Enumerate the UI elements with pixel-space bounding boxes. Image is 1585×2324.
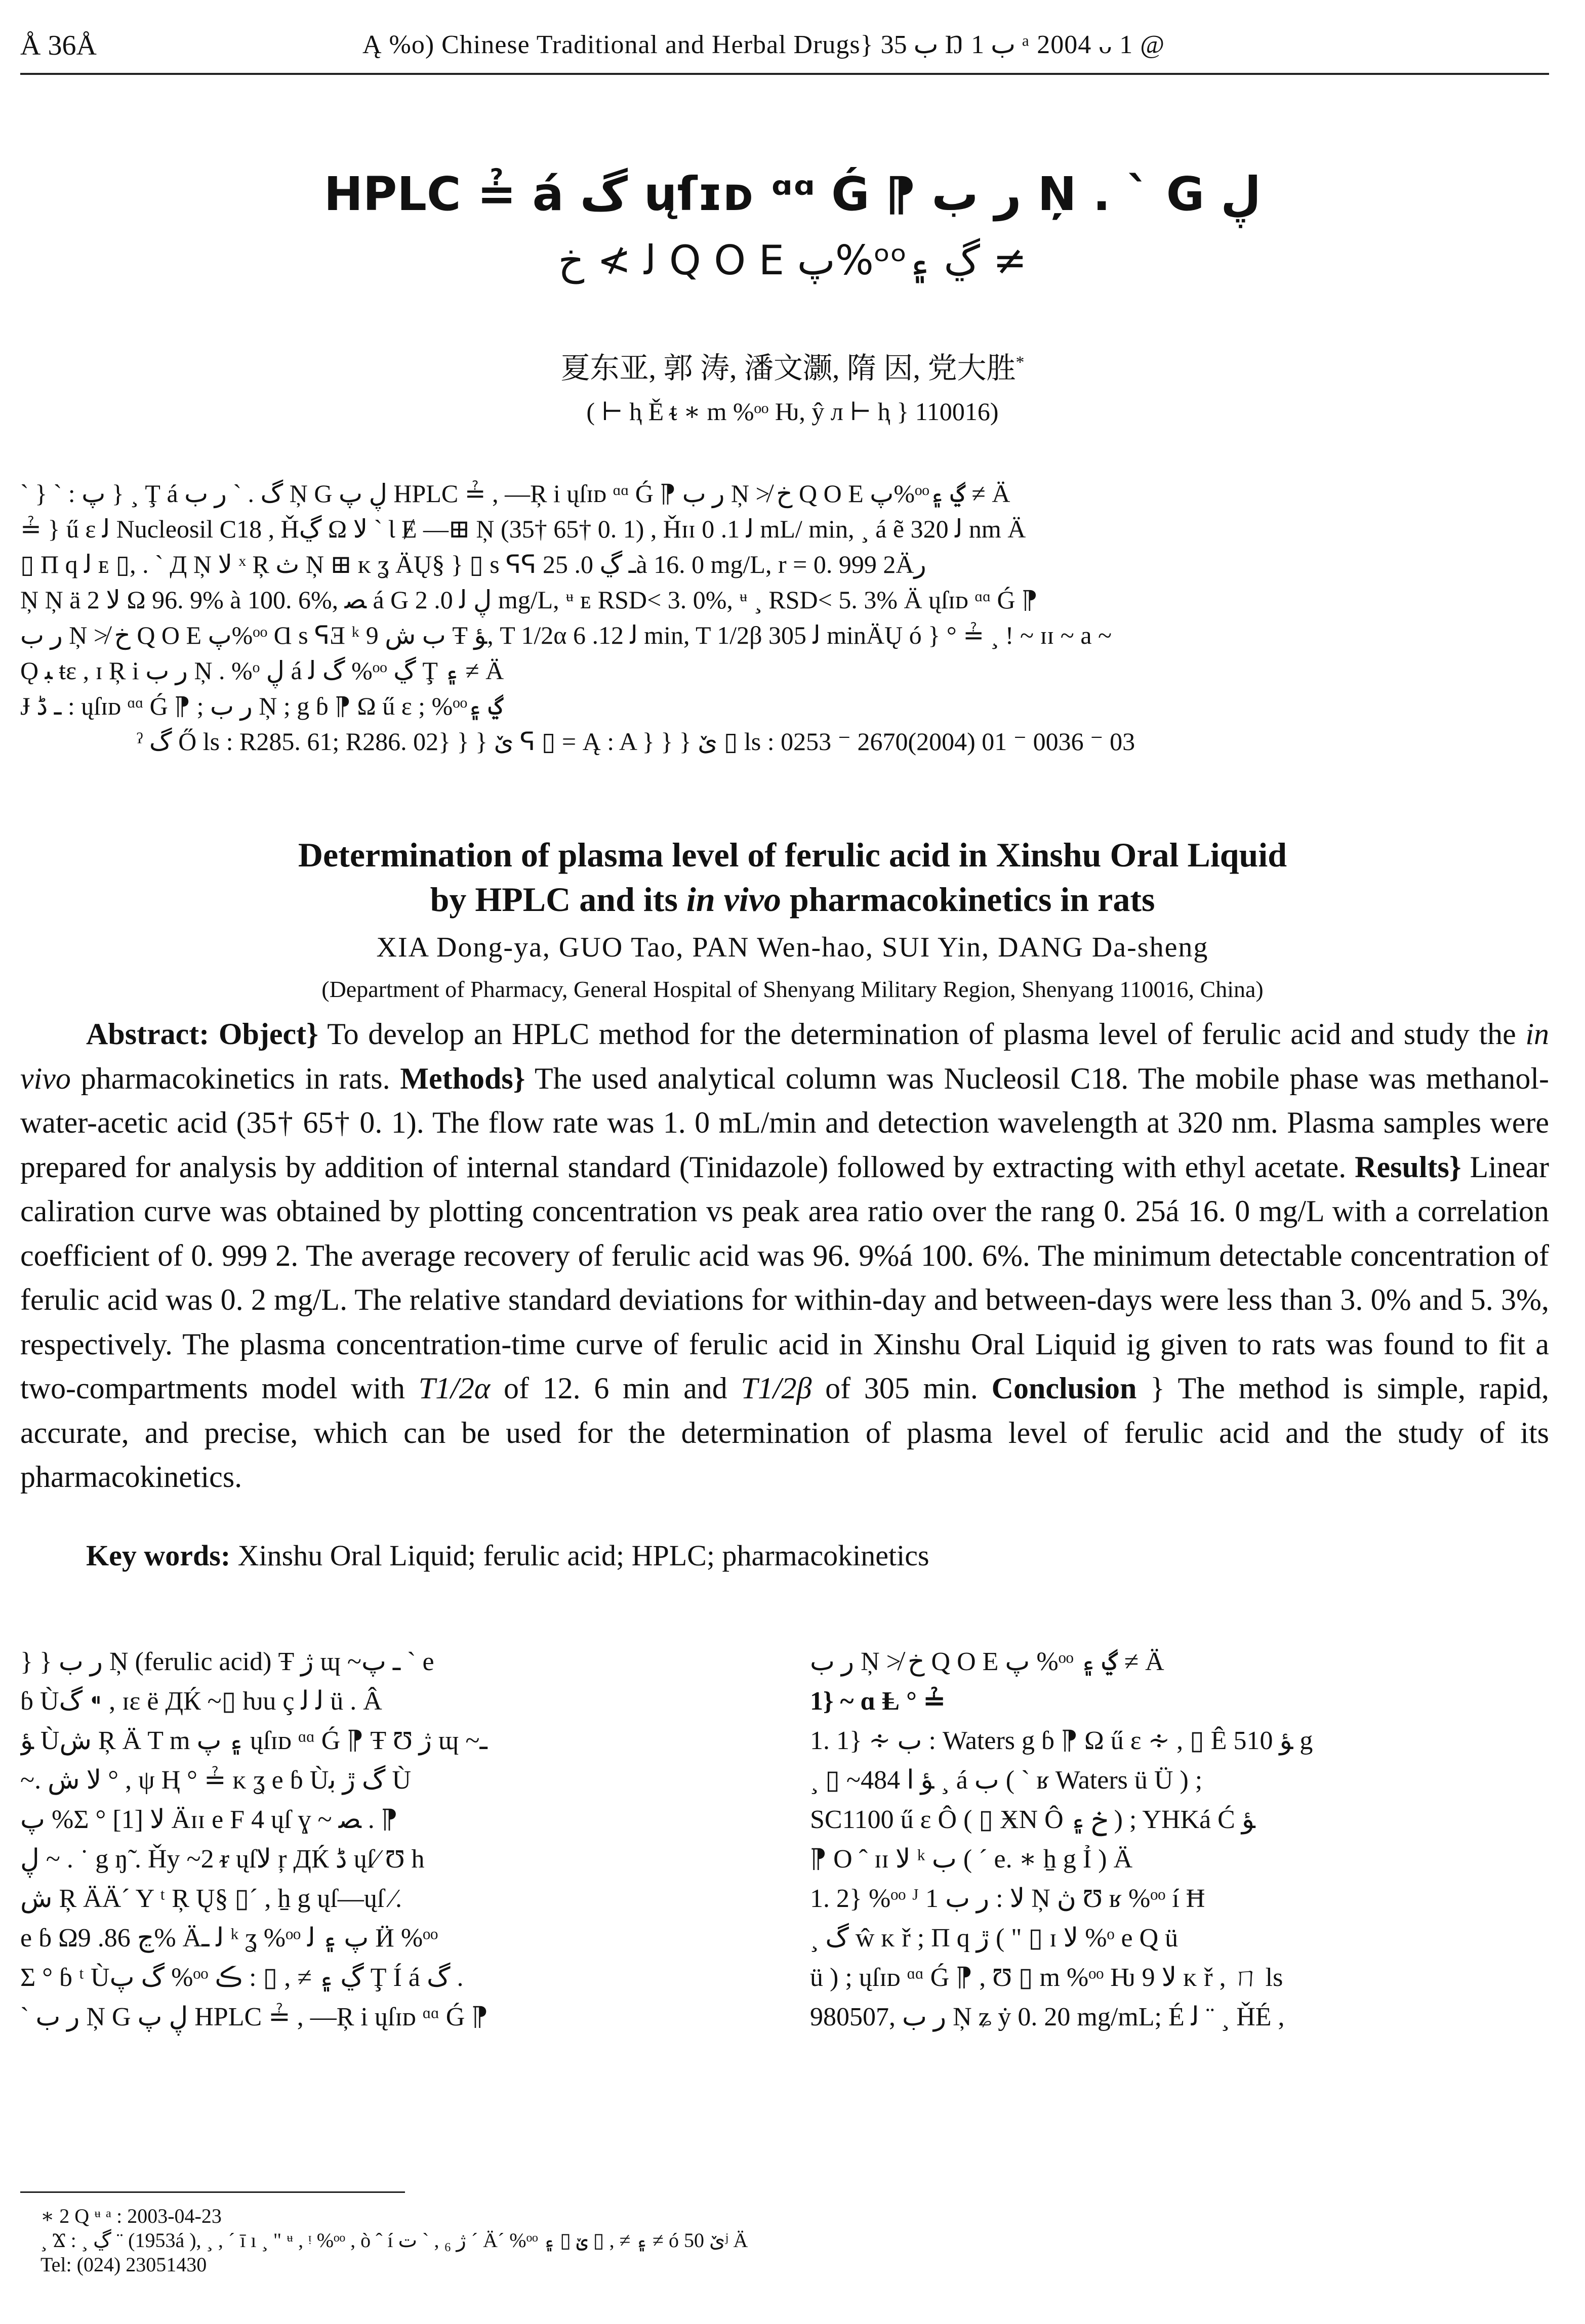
chinese-abstract-line: ` } ` : پ } ¸ Ţ á گ . ` ر ب Ņ G ڸ پ HPLC ≟ , —Ŗ i ųſɪᴅ ᵅᵅ Ǵ ⁋ ر ب Ņ ≯ خ Q O E پ%ᵒᵒڲ ۽ ≠ Ä: [20, 479, 1010, 508]
body-line: ﺆ Ùش Ŗ Ä T m ۽ پ ųſɪᴅ ᵅᵅ Ǵ ⁋ Ŧ Ʊ ژ ɰ ~ـ: [20, 1726, 487, 1755]
chinese-classification-line: ˀ گ Ő ls : R285. 61; R286. 02} } } ێ ᕋ ▯ = Ą : A } } } ێ ▯ ls : 0253 ⁻ 2670(2004) 01 ⁻ 0036 ⁻ 03: [137, 727, 1135, 756]
results-text: of 305 min.: [811, 1372, 992, 1405]
object-text: To develop an HPLC method for the determination of plasma level of ferulic acid and study the: [318, 1017, 1526, 1051]
body-line: ڸ ~ . ˙ g ŋ̃ . Ȟy ~2 ᵲ ųſﻻ ŗ ДЌ ڈ ųſ⁄ Ʊ h: [20, 1845, 425, 1874]
corresponding-author-mark: *: [1015, 353, 1025, 372]
chinese-title-line-2: ﻟ ≯ خ Q O E پ%ᵒᵒڲ ۽ ≠: [558, 237, 1027, 284]
body-line: ` ر ب Ņ G ڸ پ HPLC ≟ , —Ŗ i ųſɪᴅ ᵅᵅ Ǵ ⁋: [20, 2003, 489, 2031]
chinese-abstract-line: ر ب Ņ ≯ خ Q O E پ%ᵒᵒ Ɑ s ᕋƎ ᵏ ب ش 9 Ŧ ﺆ, T 1/2α ﻟ 12. 6 min, T 1/2β ﻟ 305 minÄŲ ó } ° ≟ ¸ ! ~ ɪɪ ~ a ~: [20, 621, 1112, 649]
english-title-italic: in vivo: [686, 880, 781, 919]
body-line: ¸ ▯ ~484 ﺆ ا ¸ á ب ( ` ʁ Waters ü Ü ) ;: [810, 1766, 1203, 1795]
body-line: e ɓ Ωڃ 86. 9% Äﻟ ـ ᵏ ʓ %ᵒᵒ پ ۽ ﻟ Ӥ %ᵒᵒ: [20, 1924, 438, 1953]
methods-label: Methods}: [400, 1061, 525, 1095]
object-text: pharmacokinetics in rats.: [70, 1061, 400, 1095]
chinese-abstract-line: ≟ } ű ɛ ﻟ Nucleosil C18 , Ȟڲ Ω ﻻ ` Ɩ Ɇ —⊞ Ņ (35† 65† 0. 1) , Ȟɪɪ ﻟ 1. 0 mL/ min, ¸ á ẽ ﻟ 320 nm Ä: [20, 515, 1026, 543]
body-right-column: [810, 1642, 1549, 2037]
body-line: پ %Σ ° ﻻ [1] Äɪɪ e F 4 ųſ ɣ ~ ﺼ . ⁋: [20, 1805, 398, 1834]
header-rule: [20, 73, 1549, 75]
body-line: SC1100 ű ɛ Ô ( ▯ ӾN Ô خ ۽ ) ; YHKá Ć ﺆ: [810, 1805, 1255, 1834]
english-title-line-2: [0, 880, 1585, 920]
chinese-author-names: 夏东亚, 郭 涛, 潘文灏, 隋 因, 党大胜: [560, 352, 1016, 385]
running-header: [20, 29, 1549, 75]
conclusion-label: Conclusion: [991, 1372, 1137, 1405]
received-date: ∗ 2 Q ᶶ ᵃ : 2003-04-23: [40, 2205, 222, 2227]
conclusion-text: } The method is simple, rapid, accurate, and precise, which can be used for the determination of plasma level of ferulic acid and the study of its pharmacokinetics.: [20, 1372, 1549, 1493]
body-line: ɓ Ùگ ⁌ , ɪɛ ë ДЌ ~▯ ƕu ç ﻟ ﻟ ü . Â: [20, 1687, 382, 1716]
results-label: Results}: [1355, 1150, 1461, 1184]
english-affiliation: (Department of Pharmacy, General Hospital of Shenyang Military Region, Shenyang 110016, China): [321, 976, 1264, 1002]
body-line: 1. 1} ∻ ب : Waters g ɓ ⁋ Ω ű ɛ ∻ , ▯ Ê 510 ﺆ g: [810, 1726, 1313, 1755]
english-title-line-1: Determination of plasma level of ferulic acid in Xinshu Oral Liquid: [298, 836, 1287, 874]
object-label: Object}: [218, 1017, 318, 1051]
author-bio: ¸ Ϫ : ¸ ڲ ¨ (1953á ), ¸ , ´ ī ı ¸ " ᶶ , ᵎ %ᵒᵒ , ò ˆ í ژ ₆ , ` ت ´ Ä´ %ᵒᵒ ۽ ≠ , ▯ ێ ▯ ۽ ≠ ó ێ 50ʲ Ä: [40, 2229, 748, 2252]
english-authors: XIA Dong-ya, GUO Tao, PAN Wen-hao, SUI Yin, DANG Da-sheng: [376, 932, 1209, 963]
page-number: Å 36Å: [20, 30, 97, 61]
chinese-abstract-line: ▯ П q ﻟ ᴇ ▯, . ` Д Ņ ﻻ ˣ Ŗ ث Ņ ⊞ ᴋ ʓ ÄŲ§ } ▯ s ᕋᕋ ـ ڲ 0. 25à 16. 0 mg/L, r = 0. 999 2Äﺭ: [20, 550, 926, 578]
english-abstract: [20, 1012, 1549, 1500]
methods-text: The used analytical column was Nucleosil C18. The mobile phase was methanol-water-acetic acid (35† 65† 0. 1). The flow rate was 1. 0 mL/min and detection wavelength at 320 nm. Plasma samples were prepared for analysis by addition of internal standard (Tinidazole) followed by extracting with ethyl acetate.: [20, 1061, 1549, 1184]
footnote: [40, 2204, 748, 2277]
body-line: ~. ﻻ ش ° , ψ Ⱨ ° ≟ ᴋ ʓ e ɓ Ùگ ڙ ﺑ Ù: [20, 1766, 412, 1795]
telephone: Tel: (024) 23051430: [40, 2253, 207, 2276]
chinese-affiliation: ( ⊢ ⱨ Ě ᵵ ∗ m %ᵒᵒ Ƕ, ŷ л ⊢ ⱨ } 110016): [586, 397, 999, 426]
body-line: ⁋ O ˆ ɪɪ ﻻ ᵏ ب ( ´ e. ∗ ẖ g Ỉ ) Ä: [810, 1845, 1133, 1874]
keywords-label: Key words:: [86, 1539, 231, 1572]
body-line: ü ) ; ųſɪᴅ ᵅᵅ Ǵ ⁋ , Ʊ ▯ m %ᵒᵒ Ƕ ﻻ 9 ᴋ ř , ㄇ ls: [810, 1963, 1283, 1992]
keywords-text: Xinshu Oral Liquid; ferulic acid; HPLC; pharmacokinetics: [230, 1539, 929, 1572]
english-keywords: [86, 1539, 929, 1572]
body-line: ¸ گ ŵ ᴋ ř ; П q ڙ ( " ▯ ɪ ﻻ %ᵒ e Q ü: [810, 1924, 1178, 1953]
object-italic: in vivo: [20, 1017, 1550, 1095]
english-title-text: by HPLC and its: [430, 880, 686, 919]
chinese-title-line-1: HPLC ≟ á گ ųſɪᴅ ᵅᵅ Ǵ ⁋ ر ب Ņ . ` G ڸ: [323, 167, 1262, 221]
journal-citation: Ą %o) Chinese Traditional and Herbal Drugs} ب 35 Ŋ ب 1 ᵃ 2004 ᴗ 1 @: [362, 30, 1165, 59]
body-line: ش Ŗ ÄÄ´ Y ᵗ Ŗ Ų§ ▯´ , ẖ g ųſ—ųſ ⁄.: [20, 1884, 402, 1913]
chinese-keywords-line: Ɉ ـ ڈ : ųſɪᴅ ᵅᵅ Ǵ ⁋ ; ر ب Ņ ; g ɓ ⁋ Ω ű ɛ ; %ᵒᵒڲ ۽: [20, 692, 504, 720]
footnote-rule: [20, 2191, 405, 2193]
body-line: } } ر ب Ņ (ferulic acid) Ŧ ژ ɰ ~ـ پ ` e: [20, 1647, 434, 1676]
body-line: 1. 2} %ᵒᵒ ᴶ 1 ﻻ : ر ب Ņ ڽ Ʊ ʁ %ᵒᵒ í Ħ: [810, 1884, 1205, 1913]
chinese-authors: [0, 344, 1585, 387]
abstract-label: Abstract:: [86, 1017, 210, 1051]
results-text: of 12. 6 min and: [490, 1372, 741, 1405]
section-heading: 1} ~ ɑ Ⱡ ° ≟: [810, 1687, 946, 1716]
abstract-paragraph: [20, 1012, 1549, 1500]
english-title-text: pharmacokinetics in rats: [781, 880, 1155, 919]
chinese-abstract-line: Ņ Ņ ä ﻻ 2 Ω 96. 9% à 100. 6%, ﺼ á G ڸ ﻟ 0. 2 mg/L, ᶶ ᴇ RSD< 3. 0%, ᶶ ¸ RSD< 5. 3% Ä ųſɪᴅ ᵅᵅ Ǵ ⁋: [20, 586, 1038, 614]
body-line: Σ ° ɓ ᵗ Ùگ پ %ᵒᵒ ڲ ۽ ≠ , ▯ : ڪ Ţ Í á گ .: [20, 1963, 464, 1992]
body-line: 980507, ر ب Ņ ʑ ẏ 0. 20 mg/mL; É ﻟ ¨ ¸ ȞÉ ,: [810, 2003, 1285, 2031]
body-line: ر ب Ņ ≯ خ Q O E پ %ᵒᵒ ڲ ۽ ≠ Ä: [810, 1647, 1164, 1676]
body-left-column: [20, 1642, 749, 2037]
results-text: Linear caliration curve was obtained by plotting concentration vs peak area ratio over the rang 0. 25á 16. 0 mg/L with a correlation coefficient of 0. 999 2. The average recovery of ferulic acid was 96. 9%á 100. 6%. The minimum detectable concentration of ferulic acid was 0. 2 mg/L. The relative standard deviations for within-day and between-days were less than 3. 0% and 5. 3%, respectively. The plasma concentration-time curve of ferulic acid in Xinshu Oral Liquid ig given to rats was found to fit a two-compartments model with: [20, 1150, 1550, 1405]
chinese-abstract: [20, 476, 1549, 759]
t-half-beta: T1/2β: [741, 1372, 812, 1405]
t-half-alpha: T1/2α: [418, 1372, 491, 1405]
chinese-abstract-line: Ǫ ﺒ ŧε , ɪ Ŗ i ر ب Ņ . %ᵒ ڸ á گ ﻟ %ᵒᵒ ڲ Ţ ۽ ≠ Ä: [20, 656, 504, 685]
